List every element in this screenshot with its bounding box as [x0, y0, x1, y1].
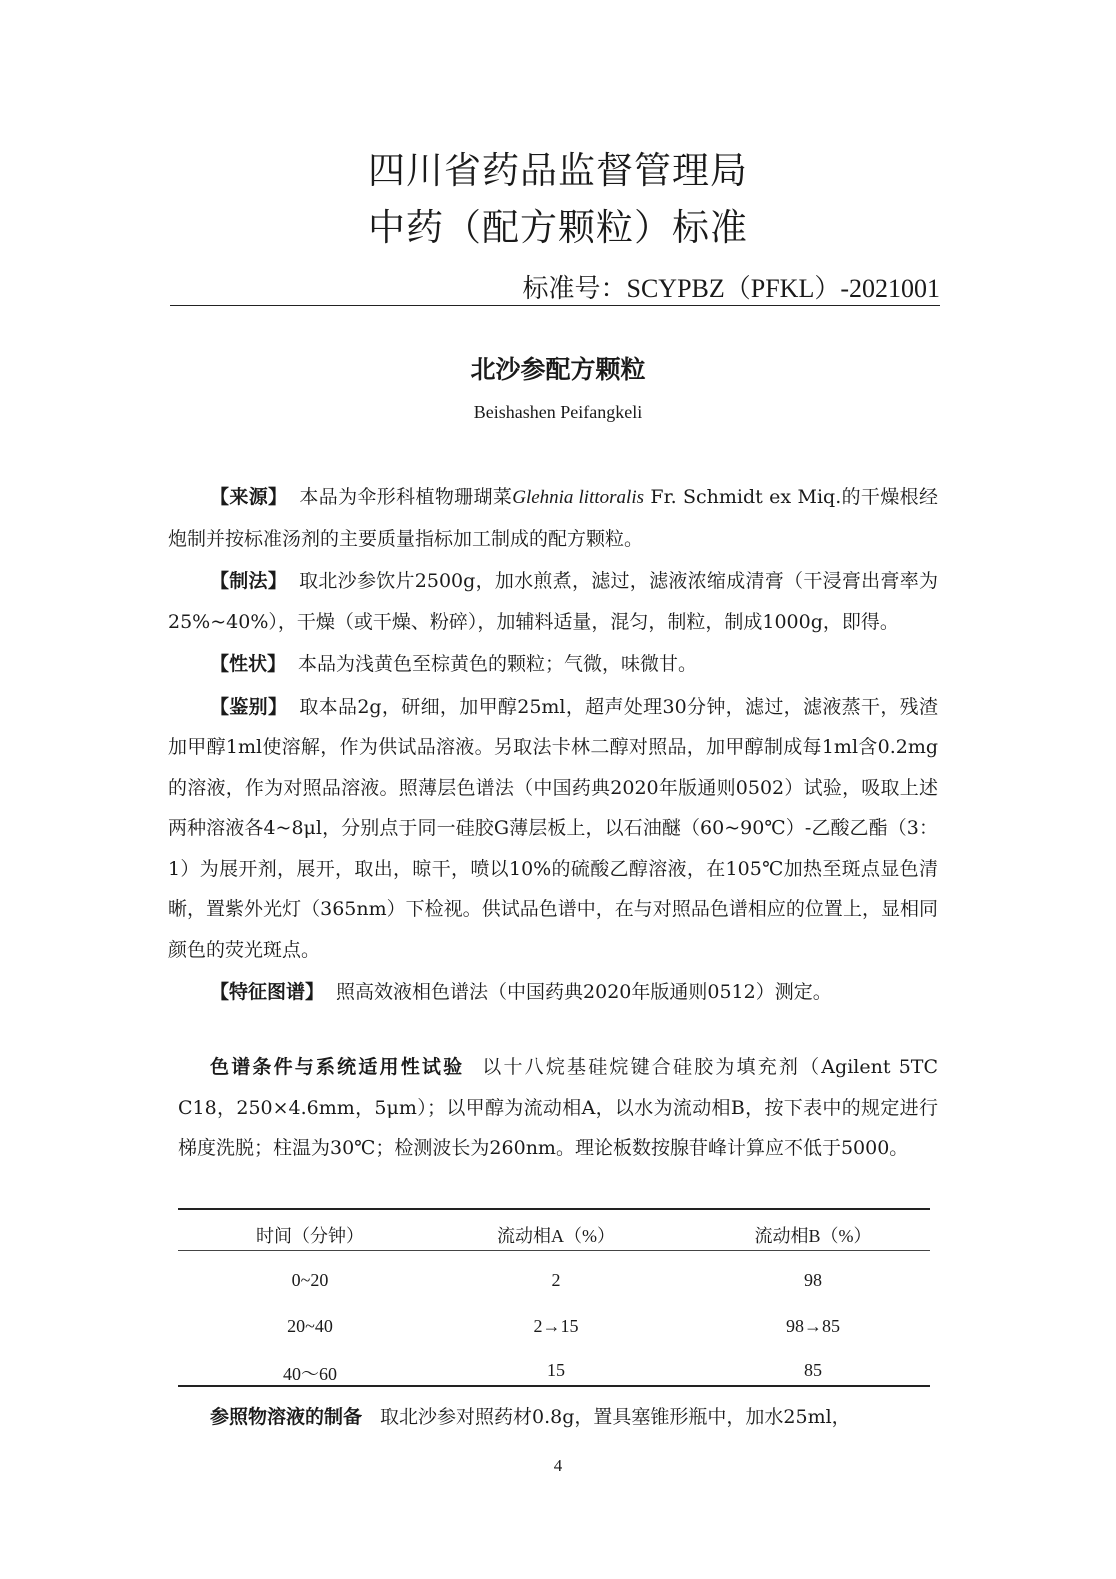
- table-header-rule: [178, 1250, 930, 1251]
- section-text: 取北沙参对照药材0.8g，置具塞锥形瓶中，加水25ml，: [380, 1406, 851, 1428]
- conditions-block: [178, 1047, 938, 1171]
- section-tag: 【制法】: [210, 570, 288, 592]
- section-tag: 【特征图谱】: [210, 981, 325, 1003]
- standard-number-label: 标准号：: [522, 274, 627, 304]
- section-identification: [168, 687, 938, 971]
- section-tag: 参照物溶液的制备: [210, 1406, 363, 1428]
- main-body: [168, 477, 938, 1015]
- table-header-cell: 流动相A（%）: [497, 1226, 615, 1246]
- table-cell: 98: [804, 1270, 822, 1290]
- agency-title: 四川省药品监督管理局: [368, 149, 748, 192]
- section-tag: 【鉴别】: [210, 695, 288, 718]
- section-conditions: [178, 1047, 938, 1169]
- section-character: [168, 644, 938, 685]
- table-cell: 98→85: [786, 1316, 840, 1336]
- table-cell: 15: [547, 1360, 565, 1380]
- product-name-cn: 北沙参配方颗粒: [470, 355, 646, 384]
- table-cell: 2: [551, 1270, 561, 1290]
- section-text: 照高效液相色谱法（中国药典2020年版通则0512）测定。: [336, 981, 832, 1003]
- section-text: 本品为浅黄色至棕黄色的颗粒；气微，味微甘。: [298, 653, 698, 675]
- page-number: 4: [553, 1456, 563, 1475]
- section-text: 取本品2g，研细，加甲醇25ml，超声处理30分钟，滤过，滤液蒸干，残渣加甲醇1ml使溶解，作为供试品溶液。另取法卡林二醇对照品，加甲醇制成每1ml含0.2mg的溶液，作为对照品溶液。照薄层色谱法（中国药典2020年版通则0502）试验，吸取上述两种溶液各4~8μl，分别点于同一硅胶G薄层板上，以石油醚（60~90℃）-乙酸乙酯（3：1）为展开剂，展开，取出，晾干，喷以10%的硫酸乙醇溶液，在105℃加热至斑点显色清晰，置紫外光灯（365nm）下检视。供试品色谱中，在与对照品色谱相应的位置上，显相同颜色的荧光斑点。: [168, 695, 938, 961]
- section-method: [168, 561, 938, 642]
- section-fingerprint: [168, 972, 938, 1013]
- product-name-en: Beishashen Peifangkeli: [473, 402, 643, 422]
- section-text: 取北沙参饮片2500g，加水煎煮，滤过，滤液浓缩成清膏（干浸膏出膏率为25%~40%），干燥（或干燥、粉碎），加辅料适量，混匀，制粒，制成1000g，即得。: [168, 570, 938, 633]
- section-tag: 【性状】: [210, 653, 287, 675]
- table-cell: 40～60: [283, 1364, 337, 1384]
- standard-number-value: SCYPBZ（PFKL）-2021001: [626, 274, 940, 303]
- section-text: Fr. Schmidt ex Miq.的干燥根经炮制并按标准汤剂的主要质量指标加工制成的配方颗粒。: [168, 486, 938, 550]
- standard-type-title: 中药（配方颗粒）标准: [368, 206, 748, 249]
- table-cell: 2→15: [533, 1316, 579, 1336]
- table-top-rule: [178, 1208, 930, 1210]
- section-tag: 【来源】: [210, 486, 288, 508]
- latin-name: Glehnia littoralis: [512, 487, 644, 508]
- section-text: 以十八烷基硅烷键合硅胶为填充剂（Agilent 5TC C18，250×4.6mm，5μm）；以甲醇为流动相A，以水为流动相B，按下表中的规定进行梯度洗脱；柱温为30℃；检测波长为260nm。理论板数按腺苷峰计算应不低于5000。: [178, 1056, 938, 1159]
- section-reference-prep: [210, 1397, 950, 1438]
- header-divider: [170, 305, 940, 306]
- section-tag: 色谱条件与系统适用性试验: [210, 1056, 465, 1078]
- table-header-cell: 流动相B（%）: [754, 1226, 872, 1246]
- standard-number: [522, 268, 940, 305]
- table-cell: 85: [804, 1360, 822, 1380]
- table-header-cell: 时间（分钟）: [256, 1226, 364, 1246]
- section-source: [168, 477, 938, 559]
- table-cell: 0~20: [291, 1270, 329, 1290]
- table-cell: 20~40: [287, 1316, 333, 1336]
- section-text: 本品为伞形科植物珊瑚菜: [299, 486, 513, 508]
